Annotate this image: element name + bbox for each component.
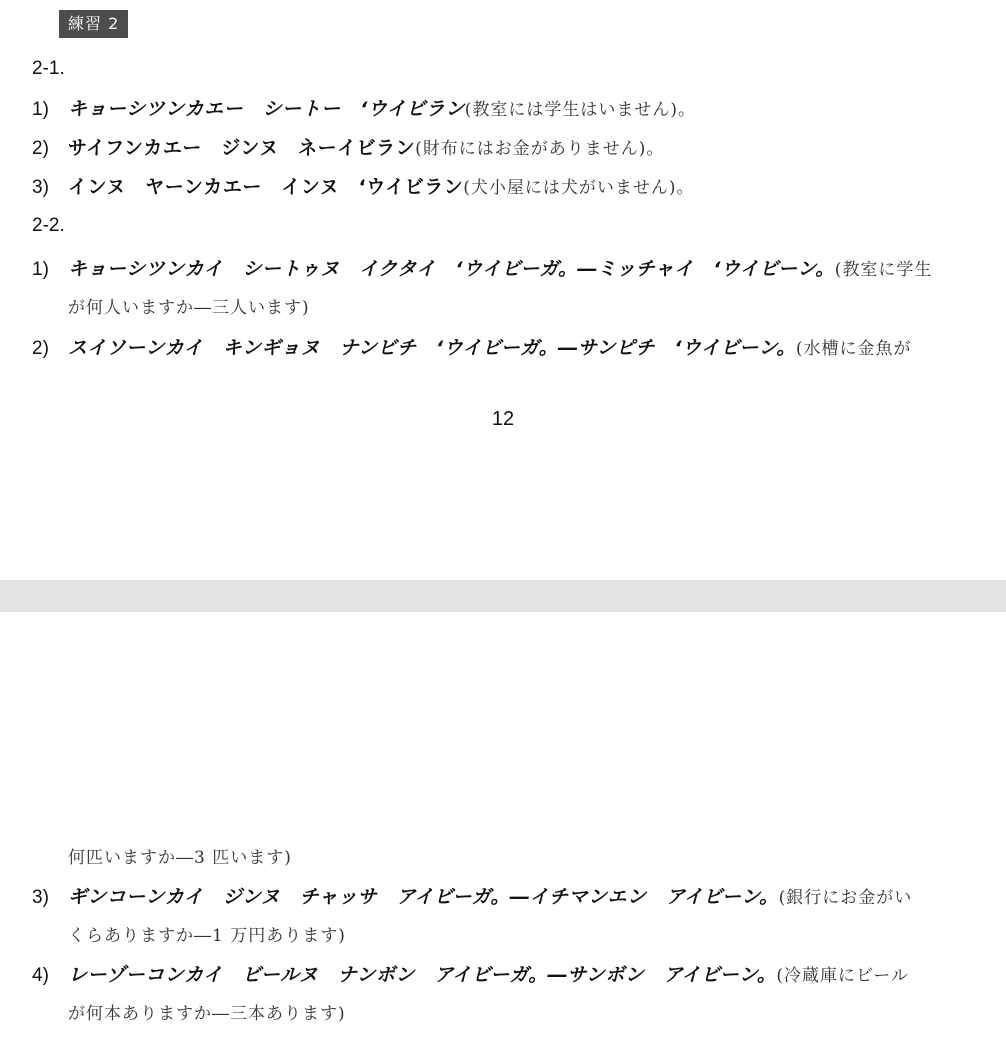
- item-number: 3): [32, 887, 49, 908]
- translation-continuation: が何本ありますか―三本あります): [68, 1004, 346, 1024]
- japanese-translation: (冷蔵庫にビール: [776, 966, 910, 986]
- list-item: [32, 257, 932, 282]
- okinawan-text: インヌ ヤーンカエー インヌ ‘ウイビラン: [68, 176, 464, 198]
- item-number: 2): [32, 138, 49, 159]
- page-gap: [0, 580, 1006, 612]
- item-number: 2): [32, 338, 49, 359]
- section-heading-2-2: 2-2.: [32, 215, 65, 236]
- list-item: [32, 136, 664, 161]
- japanese-translation: (教室には学生はいません)。: [464, 100, 697, 120]
- item-number: 1): [32, 99, 49, 120]
- list-item: [32, 175, 695, 200]
- okinawan-text: キョーシツンカイ シートゥヌ イクタイ ‘ウイビーガ。―ミッチャイ ‘ウイビーン。: [68, 258, 835, 280]
- item-number: 3): [32, 177, 49, 198]
- page-number: 12: [491, 408, 515, 430]
- japanese-translation: (水槽に金魚が: [795, 339, 912, 359]
- okinawan-text: キョーシツンカエー シートー ‘ウイビラン: [68, 98, 465, 120]
- section-heading-2-1: 2-1.: [32, 58, 65, 79]
- japanese-translation: (犬小屋には犬がいません)。: [463, 178, 695, 198]
- page-2: [0, 612, 1006, 1038]
- translation-continuation: 何匹いますか―3 匹います): [68, 848, 292, 868]
- list-item: [32, 963, 909, 988]
- okinawan-text: サイフンカエー ジンヌ ネーイビラン: [68, 137, 416, 159]
- exercise-badge: 練習 2: [59, 10, 128, 38]
- okinawan-text: ギンコーンカイ ジンヌ チャッサ アイビーガ。―イチマンエン アイビーン。: [68, 886, 779, 908]
- item-number: 4): [32, 965, 49, 986]
- list-item: [32, 885, 912, 910]
- list-item: [32, 97, 696, 122]
- japanese-translation: (財布にはお金がありません)。: [415, 139, 665, 159]
- item-number: 1): [32, 259, 49, 280]
- okinawan-text: スイソーンカイ キンギョヌ ナンビチ ‘ウイビーガ。―サンピチ ‘ウイビーン。: [68, 337, 796, 359]
- okinawan-text: レーゾーコンカイ ビールヌ ナンボン アイビーガ。―サンボン アイビーン。: [68, 964, 777, 986]
- japanese-translation: (銀行にお金がい: [778, 888, 913, 908]
- translation-continuation: くらありますか―1 万円あります): [68, 926, 346, 946]
- translation-continuation: が何人いますか―三人います): [68, 298, 310, 318]
- japanese-translation: (教室に学生: [834, 260, 933, 280]
- list-item: [32, 336, 911, 361]
